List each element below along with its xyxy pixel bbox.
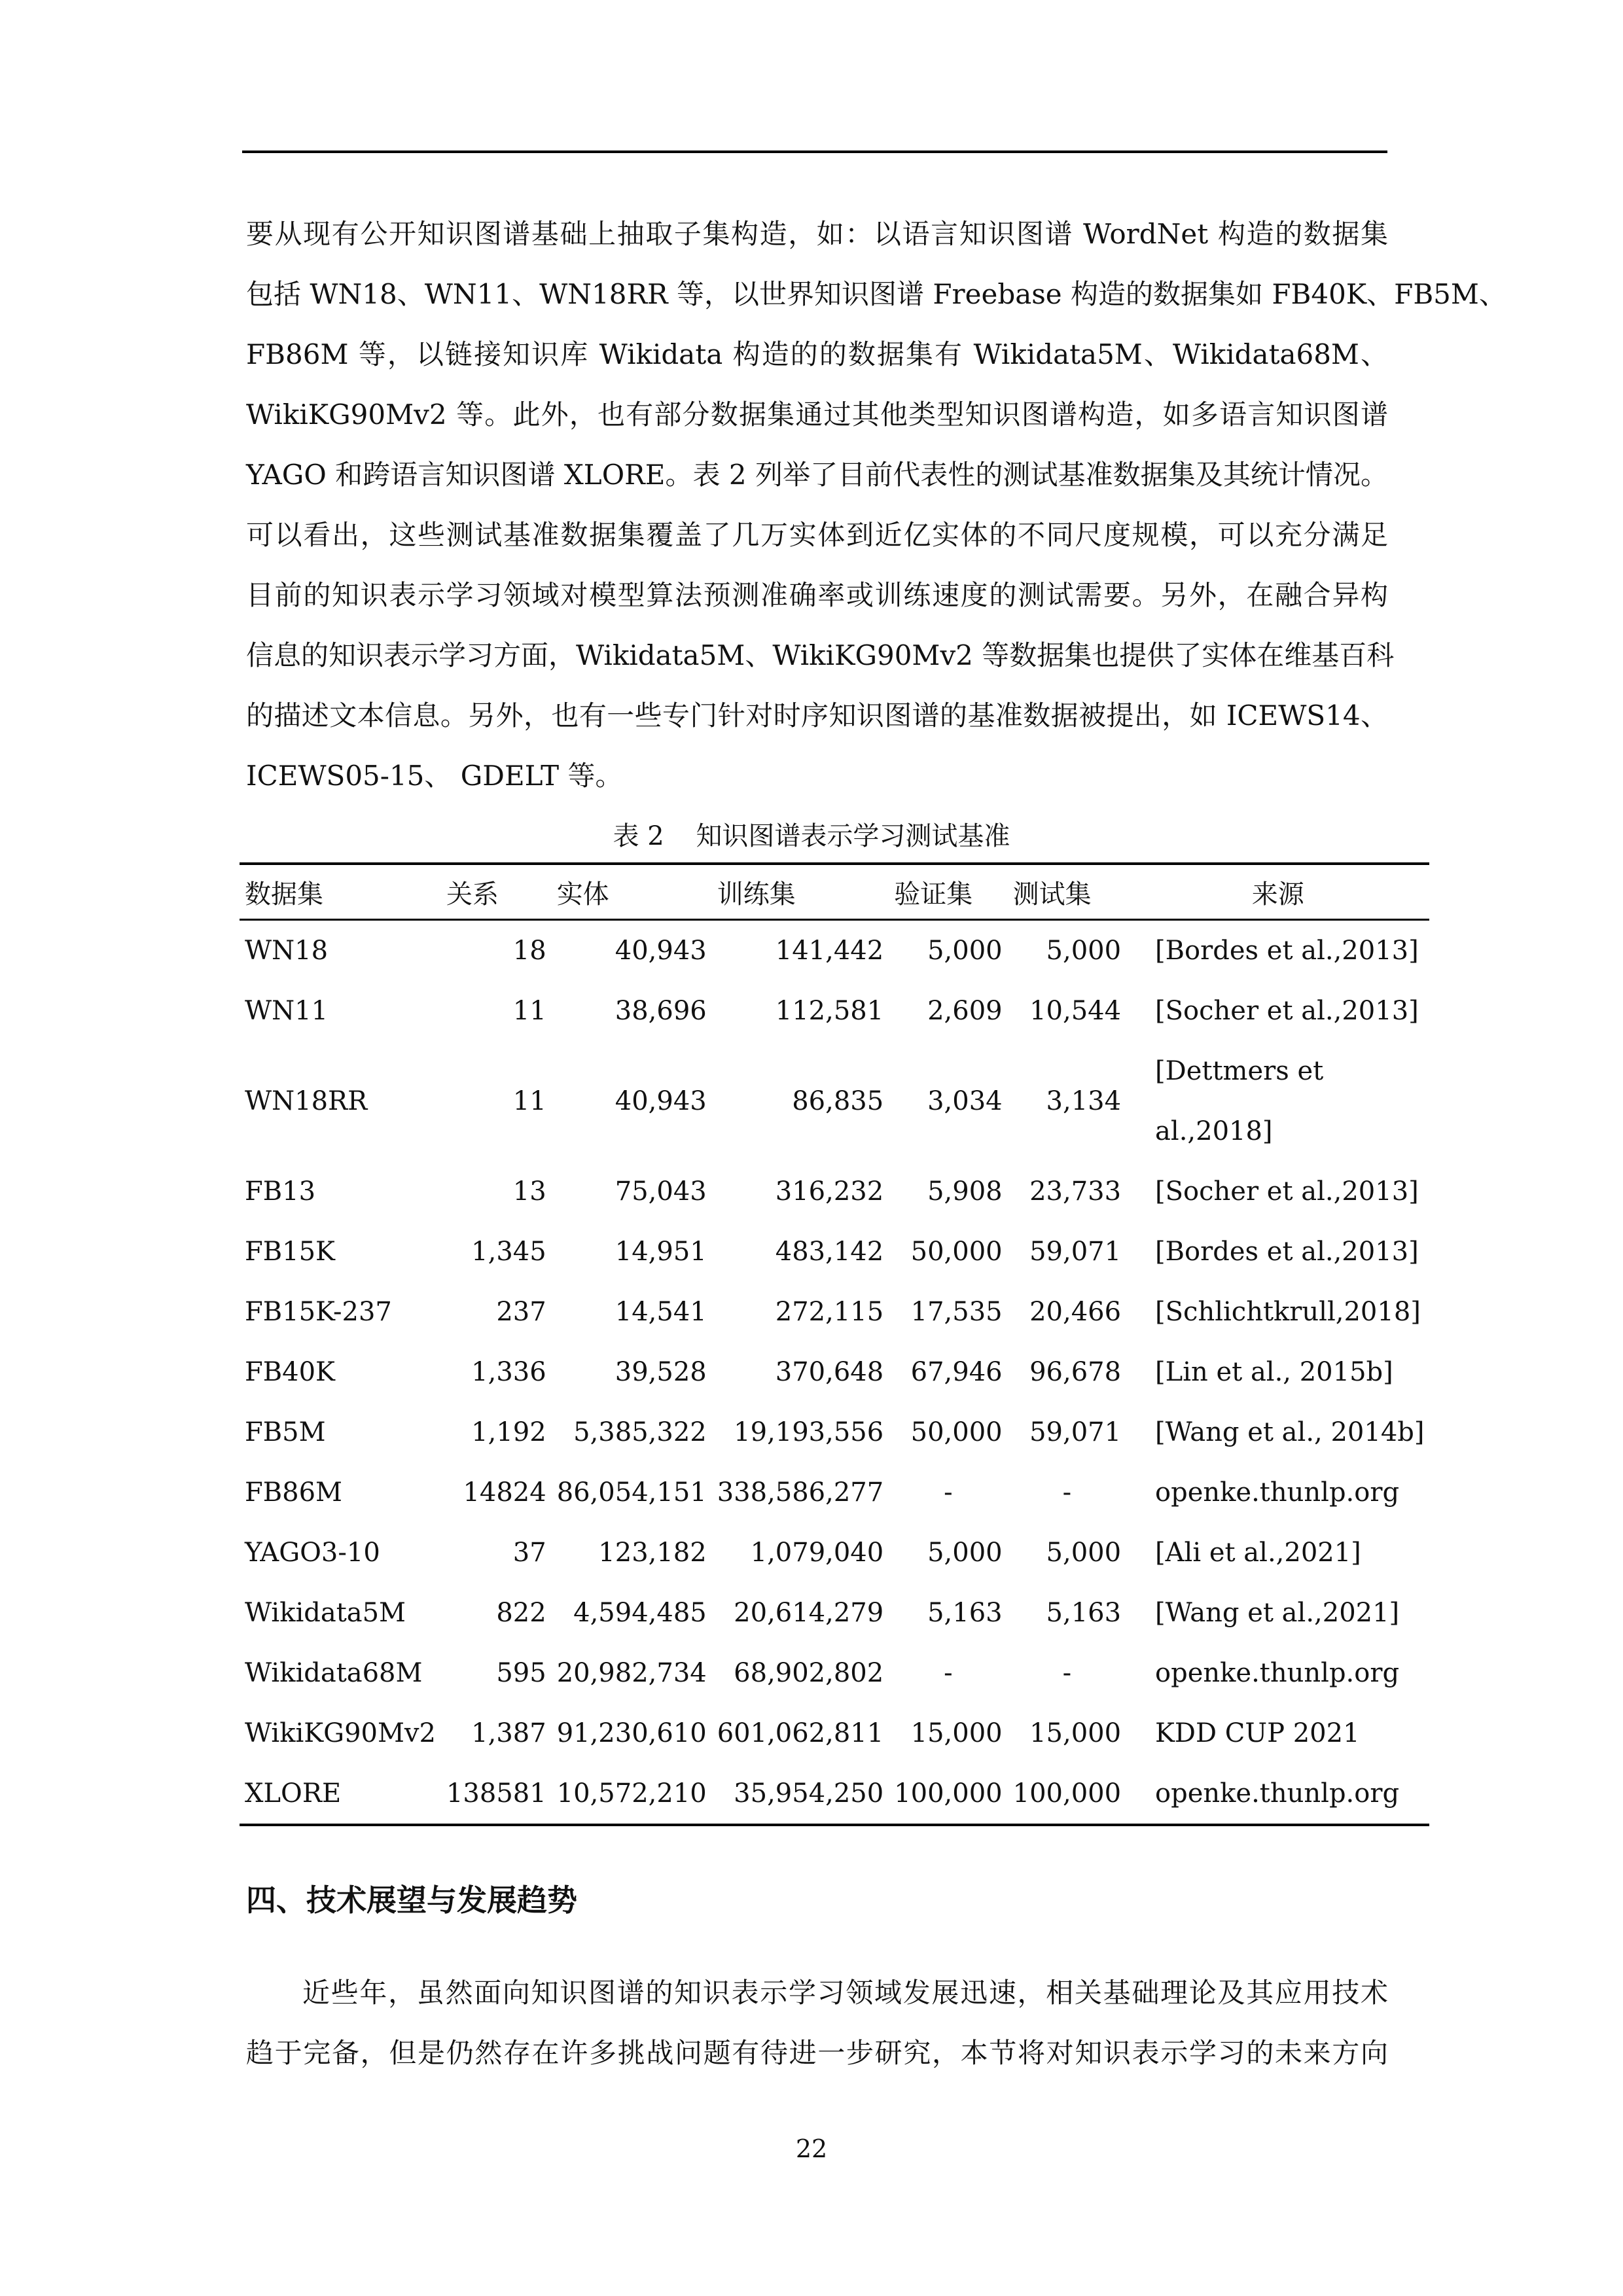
table-cell: 67,946 (910, 1357, 1003, 1387)
section-title: 四、技术展望与发展趋势 (246, 1882, 577, 1918)
table-row (240, 1041, 1429, 1161)
outlook-paragraph (246, 1963, 1388, 2083)
table-row (240, 1583, 1429, 1643)
table-cell: KDD CUP 2021 (1155, 1718, 1360, 1748)
table-row (240, 981, 1429, 1041)
table-row (240, 1222, 1429, 1282)
table-cell: FB15K-237 (245, 1297, 392, 1327)
table-cell: 141,442 (775, 936, 884, 966)
paragraph-line: WikiKG90Mv2 等。此外，也有部分数据集通过其他类型知识图谱构造，如多语言知识图谱 (246, 398, 1388, 431)
header-rule (242, 150, 1387, 153)
table-cell: 100,000 (1008, 1763, 1126, 1825)
table-cell: 35,954,250 (712, 1763, 889, 1825)
paragraph-line: 包括 WN18、WN11、WN18RR 等，以世界知识图谱 Freebase 构造的数据集如 FB40K、FB5M、 (246, 278, 1507, 310)
table-cell: 822 (496, 1598, 546, 1628)
table-cell: Wikidata68M (245, 1658, 423, 1688)
table-row (240, 920, 1429, 981)
table-cell: 595 (496, 1658, 546, 1688)
table-cell: 17,535 (910, 1297, 1003, 1327)
table-cell: 11 (512, 1086, 546, 1116)
table-cell: 68,902,802 (734, 1658, 884, 1688)
table-cell: 1,387 (471, 1718, 546, 1748)
table-cell: 237 (496, 1297, 546, 1327)
table-cell: YAGO3-10 (245, 1538, 380, 1568)
table-cell: 3,034 (927, 1086, 1003, 1116)
table-cell: 5,000 (1046, 936, 1122, 966)
table-cell: [Socher et al.,2013] (1155, 996, 1419, 1026)
table-cell: 138581 (441, 1763, 552, 1825)
table-header-row (240, 864, 1429, 920)
table-cell: [Wang et al.,2021] (1155, 1598, 1400, 1628)
table-cell: 20,614,279 (734, 1598, 884, 1628)
table-cell: [Lin et al., 2015b] (1155, 1357, 1393, 1387)
table-cell: FB5M (245, 1417, 326, 1447)
table-cell: 3,134 (1046, 1086, 1122, 1116)
table-cell: 75,043 (615, 1176, 707, 1207)
table-caption-label: 表 2 (613, 821, 664, 851)
table-cell: WN18 (245, 936, 329, 966)
paragraph-line: YAGO 和跨语言知识图谱 XLORE。表 2 列举了目前代表性的测试基准数据集及其统计情况。 (246, 459, 1388, 491)
table-cell: 10,544 (1029, 996, 1122, 1026)
paragraph-line: 目前的知识表示学习领域对模型算法预测准确率或训练速度的测试需要。另外，在融合异构 (246, 579, 1388, 611)
table-cell: 40,943 (615, 936, 707, 966)
table-cell: 483,142 (775, 1237, 884, 1267)
table-cell: 123,182 (598, 1538, 707, 1568)
table-cell: 15,000 (1029, 1718, 1122, 1748)
paragraph-line: 信息的知识表示学习方面，Wikidata5M、WikiKG90Mv2 等数据集也提供了实体在维基百科 (246, 639, 1395, 671)
col-header-test: 测试集 (1008, 864, 1126, 920)
table-cell: 59,071 (1029, 1237, 1122, 1267)
table-cell: 1,336 (471, 1357, 546, 1387)
table-cell: 14824 (463, 1477, 546, 1508)
benchmark-table (240, 862, 1429, 1826)
table-cell: 13 (512, 1176, 546, 1207)
table-row (240, 1161, 1429, 1222)
paragraph-line: 趋于完备，但是仍然存在许多挑战问题有待进一步研究，本节将对知识表示学习的未来方向 (246, 2037, 1388, 2069)
table-cell: 18 (512, 936, 546, 966)
table-cell: 100,000 (889, 1763, 1007, 1825)
table-cell: FB13 (245, 1176, 316, 1207)
table-cell: 10,572,210 (552, 1763, 712, 1825)
table-row (240, 1763, 1429, 1825)
table-cell: 86,835 (792, 1086, 884, 1116)
table-cell: FB86M (245, 1477, 343, 1508)
table-cell: [Bordes et al.,2013] (1155, 936, 1419, 966)
table-cell: [Dettmers et al.,2018] (1155, 1056, 1324, 1146)
table-cell: 2,609 (927, 996, 1003, 1026)
table-cell: 1,345 (471, 1237, 546, 1267)
paragraph-line: 的描述文本信息。另外，也有一些专门针对时序知识图谱的基准数据被提出，如 ICEWS14、 (246, 699, 1388, 732)
col-header-train: 训练集 (712, 864, 889, 920)
table-cell: 37 (512, 1538, 546, 1568)
table-cell: - (1062, 1658, 1072, 1688)
table-cell: Wikidata5M (245, 1598, 406, 1628)
table-cell: 19,193,556 (734, 1417, 884, 1447)
col-header-source: 来源 (1126, 864, 1429, 920)
table-row (240, 1643, 1429, 1703)
table-cell: FB15K (245, 1237, 335, 1267)
table-cell: 50,000 (910, 1237, 1003, 1267)
table-cell: 20,982,734 (556, 1658, 707, 1688)
table-caption (0, 817, 1623, 856)
table-cell: 11 (512, 996, 546, 1026)
table-cell: 1,192 (471, 1417, 546, 1447)
page-number: 22 (795, 2134, 828, 2163)
table-cell: 40,943 (615, 1086, 707, 1116)
table-cell: 5,385,322 (573, 1417, 707, 1447)
table-cell: [Ali et al.,2021] (1155, 1538, 1361, 1568)
table-cell: XLORE (240, 1763, 441, 1825)
table-cell: 5,000 (927, 1538, 1003, 1568)
table-row (240, 1342, 1429, 1402)
table-cell: 4,594,485 (573, 1598, 707, 1628)
table-cell: 14,541 (615, 1297, 707, 1327)
paragraph-line: 要从现有公开知识图谱基础上抽取子集构造，如：以语言知识图谱 WordNet 构造的数据集 (246, 218, 1388, 250)
table-row (240, 1703, 1429, 1763)
table-cell: 59,071 (1029, 1417, 1122, 1447)
table-cell: 91,230,610 (556, 1718, 707, 1748)
paragraph-line: ICEWS05-15、 GDELT 等。 (246, 760, 623, 792)
table-cell: 338,586,277 (717, 1477, 884, 1508)
table-cell: openke.thunlp.org (1155, 1658, 1400, 1688)
table-row (240, 1402, 1429, 1462)
table-cell: 272,115 (775, 1297, 884, 1327)
paragraph-line: FB86M 等，以链接知识库 Wikidata 构造的的数据集有 Wikidata5M、Wikidata68M、 (246, 338, 1388, 370)
table-cell: 5,908 (927, 1176, 1003, 1207)
paragraph-line: 可以看出，这些测试基准数据集覆盖了几万实体到近亿实体的不同尺度规模，可以充分满足 (246, 519, 1388, 551)
table-cell: 86,054,151 (556, 1477, 707, 1508)
table-cell: [Socher et al.,2013] (1155, 1176, 1419, 1207)
table-cell: 5,163 (927, 1598, 1003, 1628)
table-cell: 5,163 (1046, 1598, 1122, 1628)
table-cell: - (944, 1658, 953, 1688)
table-cell: 14,951 (615, 1237, 707, 1267)
table-cell: [Schlichtkrull,2018] (1155, 1297, 1421, 1327)
table-cell: [Bordes et al.,2013] (1155, 1237, 1419, 1267)
table-cell: WN11 (245, 996, 329, 1026)
table-cell: 5,000 (1046, 1538, 1122, 1568)
table-cell: WN18RR (245, 1086, 368, 1116)
table-cell: [Wang et al., 2014b] (1155, 1417, 1425, 1447)
table-cell: 1,079,040 (750, 1538, 884, 1568)
table-cell: WikiKG90Mv2 (245, 1718, 436, 1748)
table-cell: 50,000 (910, 1417, 1003, 1447)
table-row (240, 1282, 1429, 1342)
col-header-relations: 关系 (441, 864, 552, 920)
table-row (240, 1462, 1429, 1523)
table-cell: 370,648 (775, 1357, 884, 1387)
paragraph-line: 近些年，虽然面向知识图谱的知识表示学习领域发展迅速，相关基础理论及其应用技术 (302, 1977, 1388, 2009)
table-cell: openke.thunlp.org (1126, 1763, 1429, 1825)
table-cell: openke.thunlp.org (1155, 1477, 1400, 1508)
table-cell: 5,000 (927, 936, 1003, 966)
table-caption-title: 知识图谱表示学习测试基准 (696, 821, 1010, 851)
table-cell: 20,466 (1029, 1297, 1122, 1327)
table-row (240, 1523, 1429, 1583)
table-cell: FB40K (245, 1357, 335, 1387)
table-cell: 15,000 (910, 1718, 1003, 1748)
col-header-entities: 实体 (552, 864, 712, 920)
table-cell: 96,678 (1029, 1357, 1122, 1387)
table-cell: - (1062, 1477, 1072, 1508)
table-cell: 38,696 (615, 996, 707, 1026)
table-cell: 112,581 (775, 996, 884, 1026)
table-cell: 39,528 (615, 1357, 707, 1387)
col-header-valid: 验证集 (889, 864, 1007, 920)
table-cell: - (944, 1477, 953, 1508)
intro-paragraph (246, 204, 1507, 806)
table-cell: 601,062,811 (717, 1718, 884, 1748)
col-header-dataset: 数据集 (240, 864, 441, 920)
table-cell: 23,733 (1029, 1176, 1122, 1207)
table-cell: 316,232 (775, 1176, 884, 1207)
